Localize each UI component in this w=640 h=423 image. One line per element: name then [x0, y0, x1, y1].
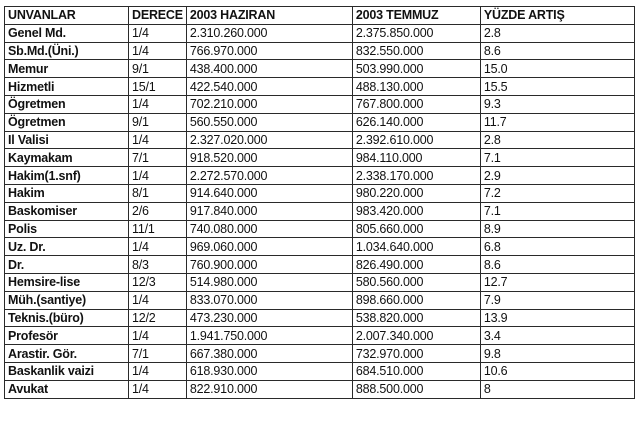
cell-haziran: 822.910.000 [186, 380, 352, 398]
cell-temmuz: 1.034.640.000 [352, 238, 480, 256]
table-row [5, 24, 635, 42]
cell-temmuz: 732.970.000 [352, 345, 480, 363]
cell-derece: 9/1 [129, 113, 187, 131]
cell-yuzde: 12.7 [480, 273, 634, 291]
cell-derece: 7/1 [129, 345, 187, 363]
cell-temmuz: 626.140.000 [352, 113, 480, 131]
table-row [5, 60, 635, 78]
cell-derece: 11/1 [129, 220, 187, 238]
header-yuzde-artis: YÜZDE ARTIŞ [480, 7, 634, 25]
cell-derece: 1/4 [129, 327, 187, 345]
cell-haziran: 2.310.260.000 [186, 24, 352, 42]
cell-derece: 1/4 [129, 291, 187, 309]
cell-unvan: Baskanlik vaizi [5, 362, 129, 380]
cell-derece: 7/1 [129, 149, 187, 167]
table-body [5, 24, 635, 398]
cell-temmuz: 2.392.610.000 [352, 131, 480, 149]
cell-haziran: 2.272.570.000 [186, 167, 352, 185]
cell-temmuz: 826.490.000 [352, 256, 480, 274]
cell-unvan: Müh.(santiye) [5, 291, 129, 309]
cell-yuzde: 8 [480, 380, 634, 398]
cell-haziran: 766.970.000 [186, 42, 352, 60]
cell-yuzde: 7.1 [480, 149, 634, 167]
cell-derece: 1/4 [129, 131, 187, 149]
table-row [5, 327, 635, 345]
cell-yuzde: 13.9 [480, 309, 634, 327]
header-2003-haziran: 2003 HAZIRAN [186, 7, 352, 25]
cell-yuzde: 10.6 [480, 362, 634, 380]
table-row [5, 184, 635, 202]
cell-derece: 9/1 [129, 60, 187, 78]
cell-derece: 15/1 [129, 78, 187, 96]
cell-haziran: 914.640.000 [186, 184, 352, 202]
cell-unvan: Polis [5, 220, 129, 238]
table-row [5, 256, 635, 274]
cell-derece: 1/4 [129, 95, 187, 113]
cell-unvan: Kaymakam [5, 149, 129, 167]
cell-haziran: 618.930.000 [186, 362, 352, 380]
table-row [5, 42, 635, 60]
cell-haziran: 833.070.000 [186, 291, 352, 309]
cell-temmuz: 980.220.000 [352, 184, 480, 202]
table-row [5, 78, 635, 96]
table-row [5, 362, 635, 380]
cell-unvan: Avukat [5, 380, 129, 398]
cell-unvan: Memur [5, 60, 129, 78]
cell-haziran: 422.540.000 [186, 78, 352, 96]
cell-temmuz: 767.800.000 [352, 95, 480, 113]
cell-unvan: Hakim [5, 184, 129, 202]
cell-yuzde: 7.2 [480, 184, 634, 202]
cell-derece: 8/1 [129, 184, 187, 202]
header-derece: DERECE [129, 7, 187, 25]
cell-temmuz: 503.990.000 [352, 60, 480, 78]
cell-haziran: 667.380.000 [186, 345, 352, 363]
cell-derece: 8/3 [129, 256, 187, 274]
cell-yuzde: 6.8 [480, 238, 634, 256]
header-unvanlar: UNVANLAR [5, 7, 129, 25]
cell-unvan: Genel Md. [5, 24, 129, 42]
cell-haziran: 438.400.000 [186, 60, 352, 78]
cell-temmuz: 684.510.000 [352, 362, 480, 380]
table-row [5, 220, 635, 238]
table-row [5, 113, 635, 131]
cell-haziran: 918.520.000 [186, 149, 352, 167]
cell-temmuz: 984.110.000 [352, 149, 480, 167]
cell-unvan: Baskomiser [5, 202, 129, 220]
cell-unvan: Hemsire-lise [5, 273, 129, 291]
table-header [5, 7, 635, 25]
cell-temmuz: 805.660.000 [352, 220, 480, 238]
table-row [5, 273, 635, 291]
cell-yuzde: 2.8 [480, 131, 634, 149]
cell-derece: 2/6 [129, 202, 187, 220]
cell-unvan: Uz. Dr. [5, 238, 129, 256]
cell-temmuz: 488.130.000 [352, 78, 480, 96]
table-row [5, 291, 635, 309]
table-row [5, 149, 635, 167]
cell-unvan: Teknis.(büro) [5, 309, 129, 327]
cell-haziran: 473.230.000 [186, 309, 352, 327]
cell-temmuz: 983.420.000 [352, 202, 480, 220]
cell-haziran: 560.550.000 [186, 113, 352, 131]
salary-table [4, 6, 635, 399]
cell-temmuz: 538.820.000 [352, 309, 480, 327]
cell-unvan: Sb.Md.(Üni.) [5, 42, 129, 60]
cell-unvan: Hakim(1.snf) [5, 167, 129, 185]
cell-temmuz: 2.007.340.000 [352, 327, 480, 345]
table-row [5, 238, 635, 256]
table-row [5, 380, 635, 398]
cell-yuzde: 9.8 [480, 345, 634, 363]
cell-haziran: 740.080.000 [186, 220, 352, 238]
cell-derece: 1/4 [129, 362, 187, 380]
table-row [5, 95, 635, 113]
header-row [5, 7, 635, 25]
cell-unvan: Ögretmen [5, 113, 129, 131]
header-2003-temmuz: 2003 TEMMUZ [352, 7, 480, 25]
cell-yuzde: 8.6 [480, 256, 634, 274]
cell-derece: 12/3 [129, 273, 187, 291]
cell-haziran: 917.840.000 [186, 202, 352, 220]
cell-derece: 1/4 [129, 167, 187, 185]
cell-yuzde: 7.9 [480, 291, 634, 309]
cell-yuzde: 7.1 [480, 202, 634, 220]
cell-yuzde: 9.3 [480, 95, 634, 113]
cell-yuzde: 15.5 [480, 78, 634, 96]
table-row [5, 202, 635, 220]
cell-temmuz: 898.660.000 [352, 291, 480, 309]
cell-unvan: Ögretmen [5, 95, 129, 113]
cell-yuzde: 8.9 [480, 220, 634, 238]
cell-temmuz: 2.375.850.000 [352, 24, 480, 42]
cell-yuzde: 3.4 [480, 327, 634, 345]
cell-haziran: 702.210.000 [186, 95, 352, 113]
cell-derece: 1/4 [129, 42, 187, 60]
cell-unvan: Dr. [5, 256, 129, 274]
cell-haziran: 2.327.020.000 [186, 131, 352, 149]
cell-haziran: 969.060.000 [186, 238, 352, 256]
cell-haziran: 514.980.000 [186, 273, 352, 291]
cell-unvan: Il Valisi [5, 131, 129, 149]
cell-derece: 1/4 [129, 380, 187, 398]
cell-yuzde: 8.6 [480, 42, 634, 60]
cell-yuzde: 2.8 [480, 24, 634, 42]
cell-derece: 1/4 [129, 238, 187, 256]
cell-temmuz: 2.338.170.000 [352, 167, 480, 185]
table-row [5, 309, 635, 327]
cell-temmuz: 888.500.000 [352, 380, 480, 398]
cell-derece: 1/4 [129, 24, 187, 42]
cell-derece: 12/2 [129, 309, 187, 327]
table-row [5, 167, 635, 185]
cell-temmuz: 832.550.000 [352, 42, 480, 60]
cell-unvan: Profesör [5, 327, 129, 345]
cell-temmuz: 580.560.000 [352, 273, 480, 291]
cell-unvan: Hizmetli [5, 78, 129, 96]
cell-yuzde: 2.9 [480, 167, 634, 185]
cell-yuzde: 15.0 [480, 60, 634, 78]
cell-unvan: Arastir. Gör. [5, 345, 129, 363]
table-row [5, 131, 635, 149]
cell-yuzde: 11.7 [480, 113, 634, 131]
table-row [5, 345, 635, 363]
cell-haziran: 1.941.750.000 [186, 327, 352, 345]
cell-haziran: 760.900.000 [186, 256, 352, 274]
